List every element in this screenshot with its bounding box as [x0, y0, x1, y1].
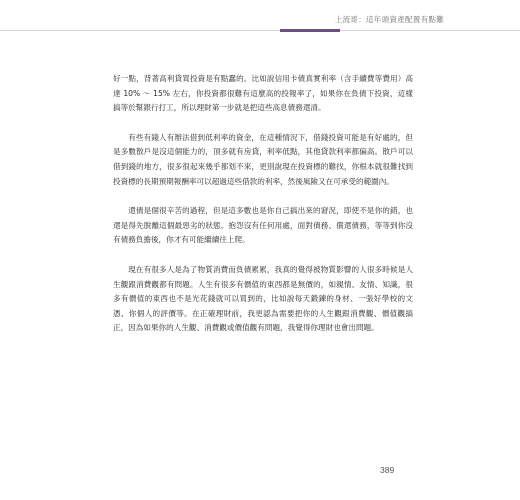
paragraph: 好一點，背著高利貸買投資是有點蠢的。比如說信用卡債真實利率（含手續費等費用）高達 10% ～ 15% 左右，你投資都很難有這麼高的投報率了，如果你在負債下投資，這樣搞等於幫銀行打工，所以理財第一步就是把這些高息債務還清。	[113, 74, 413, 113]
paragraph: 還債是個很辛苦的過程，但是這多數也是你自己搞出來的窘況，即使不是你的錯，也還是得先脫離這個最惡劣的狀態。抱怨沒有任何用處，面對債務、償還債務，等等到你沒有債務負擔後，你才有可能繼續往上爬。	[113, 206, 413, 245]
page-number: 389	[380, 465, 395, 475]
header-accent-bar	[280, 29, 340, 32]
running-header: 上流哥：這年頭資產配置有點難	[334, 15, 444, 24]
body-text	[113, 72, 413, 351]
header-rule	[0, 30, 520, 31]
paragraph: 有些有錢人有辦法借到低利率的資金，在這種情況下，借錢投資可能是有好處的，但是多數散戶是沒這個能力的，頂多就有房貸，利率低點，其他貸款利率都偏高。散戶可以借到錢的地方，很多很起來幾乎都划不來，更別說現在投資標的難找，你根本就很難找到投資標的長期預期報酬率可以超過這些借款的利率，然後風險又在可承受的範圍內。	[113, 132, 413, 186]
paragraph: 現在有很多人是為了物質消費而負債累累，我真的覺得被物質影響的人很多時候是人生觀跟消費觀都有問題。人生有很多有價值的東西都是無價的，如親情、友情、知識，很多有價值的東西也不是光花錢就可以買到的，比如說每天鍛鍊的身材、一張好學校的文憑、你個人的評價等。在正確理財前，我更認為需要把你的人生觀跟消費觀、價值觀搞正，因為如果你的人生觀、消費觀或價值觀有問題，我覺得你理財也會出問題。	[113, 264, 413, 333]
